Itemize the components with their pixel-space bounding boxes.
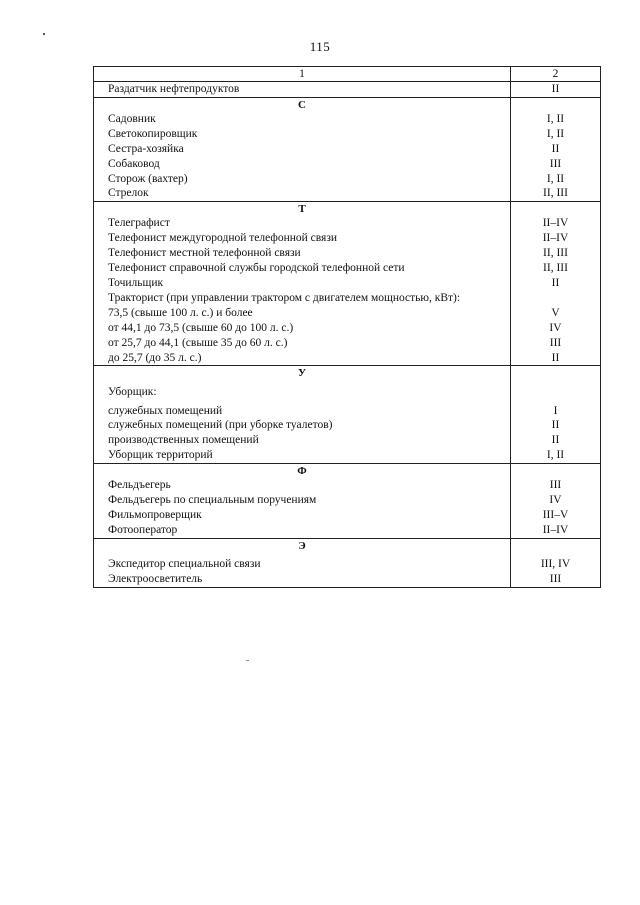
table-row [94,261,601,276]
occupation-grade: II [511,433,601,448]
section-header-row [94,464,601,479]
occupation-grade: V [511,306,601,321]
occupation-name: до 25,7 (до 35 л. с.) [94,351,511,366]
page-number: 115 [309,39,331,54]
occupation-name: Электроосветитель [94,572,511,587]
occupation-name: от 44,1 до 73,5 (свыше 60 до 100 л. с.) [94,321,511,336]
occupation-name: Тракторист (при управлении трактором с двигателем мощностью, кВт): [94,291,511,306]
scan-speck [246,660,249,661]
table-row [94,553,601,572]
table-row [94,448,601,463]
table-row [94,399,601,418]
occupation-grade [511,380,601,399]
table-row [94,508,601,523]
occupation-name: Экспедитор специальной связи [94,553,511,572]
occupation-name: Сторож (вахтер) [94,172,511,187]
occupation-name: Собаковод [94,157,511,172]
occupation-name: Раздатчик нефтепродуктов [94,82,511,98]
occupation-grade: II [511,82,601,98]
section-letter: С [94,97,511,112]
occupation-name: от 25,7 до 44,1 (свыше 35 до 60 л. с.) [94,336,511,351]
occupation-name: Телефонист междугородной телефонной связи [94,231,511,246]
occupation-grade: IV [511,493,601,508]
occupation-name: Телефонист справочной службы городской телефонной сети [94,261,511,276]
occupation-name: Телеграфист [94,216,511,231]
table-row [94,157,601,172]
table-row [94,380,601,399]
section-grade-cell [511,464,601,479]
occupation-grade: II, III [511,261,601,276]
occupation-name: Светокопировщик [94,127,511,142]
occupation-grade [511,291,601,306]
table-row [94,336,601,351]
table-row [94,172,601,187]
occupation-grade: II [511,276,601,291]
section-grade-cell [511,202,601,217]
occupation-grade: I, II [511,112,601,127]
scan-speck [43,33,45,35]
table-row [94,82,601,98]
table-row [94,276,601,291]
occupation-name: Фотооператор [94,523,511,538]
table-row [94,523,601,538]
table-row [94,231,601,246]
occupations-table [93,66,601,588]
occupation-grade: IV [511,321,601,336]
table-row [94,351,601,366]
section-letter: У [94,366,511,381]
table-row [94,142,601,157]
table-row [94,418,601,433]
section-grade-cell [511,366,601,381]
occupation-grade: II [511,418,601,433]
section-letter: Т [94,202,511,217]
table-row [94,246,601,261]
section-header-row [94,202,601,217]
section-header-row [94,97,601,112]
occupation-name: Уборщик территорий [94,448,511,463]
table-row [94,112,601,127]
occupation-grade: II, III [511,246,601,261]
occupation-grade: II–IV [511,216,601,231]
occupation-grade: II [511,142,601,157]
occupation-grade: I, II [511,127,601,142]
section-header-row [94,538,601,553]
occupation-grade: II–IV [511,231,601,246]
table-row [94,291,601,306]
occupation-name: Фельдъегерь по специальным поручениям [94,493,511,508]
table-row [94,493,601,508]
occupation-name: Уборщик: [94,380,511,399]
occupation-grade: III [511,336,601,351]
occupation-name: 73,5 (свыше 100 л. с.) и более [94,306,511,321]
occupation-name: Сестра-хозяйка [94,142,511,157]
table-header-row [94,67,601,82]
occupation-name: Фильмопроверщик [94,508,511,523]
section-letter: Ф [94,464,511,479]
occupation-grade: III–V [511,508,601,523]
occupation-grade: II–IV [511,523,601,538]
section-letter: Э [94,538,511,553]
occupation-name: Фельдъегерь [94,478,511,493]
section-grade-cell [511,97,601,112]
table-row [94,127,601,142]
occupation-grade: III [511,157,601,172]
table-row [94,216,601,231]
occupation-name: служебных помещений (при уборке туалетов) [94,418,511,433]
table-row [94,321,601,336]
occupation-name: Телефонист местной телефонной связи [94,246,511,261]
occupation-name: Точильщик [94,276,511,291]
header-col-2: 2 [511,67,601,82]
occupation-grade: I, II [511,448,601,463]
occupation-name: Стрелок [94,186,511,201]
occupation-grade: II, III [511,186,601,201]
header-col-1: 1 [94,67,511,82]
table-row [94,572,601,587]
occupation-grade: I, II [511,172,601,187]
occupation-grade: III [511,572,601,587]
table-row [94,478,601,493]
occupation-grade: I [511,399,601,418]
occupation-grade: III, IV [511,553,601,572]
occupation-name: производственных помещений [94,433,511,448]
section-grade-cell [511,538,601,553]
occupation-grade: III [511,478,601,493]
occupation-grade: II [511,351,601,366]
table-row [94,186,601,201]
occupation-name: служебных помещений [94,399,511,418]
occupation-name: Садовник [94,112,511,127]
table-row [94,306,601,321]
section-header-row [94,366,601,381]
table-row [94,433,601,448]
